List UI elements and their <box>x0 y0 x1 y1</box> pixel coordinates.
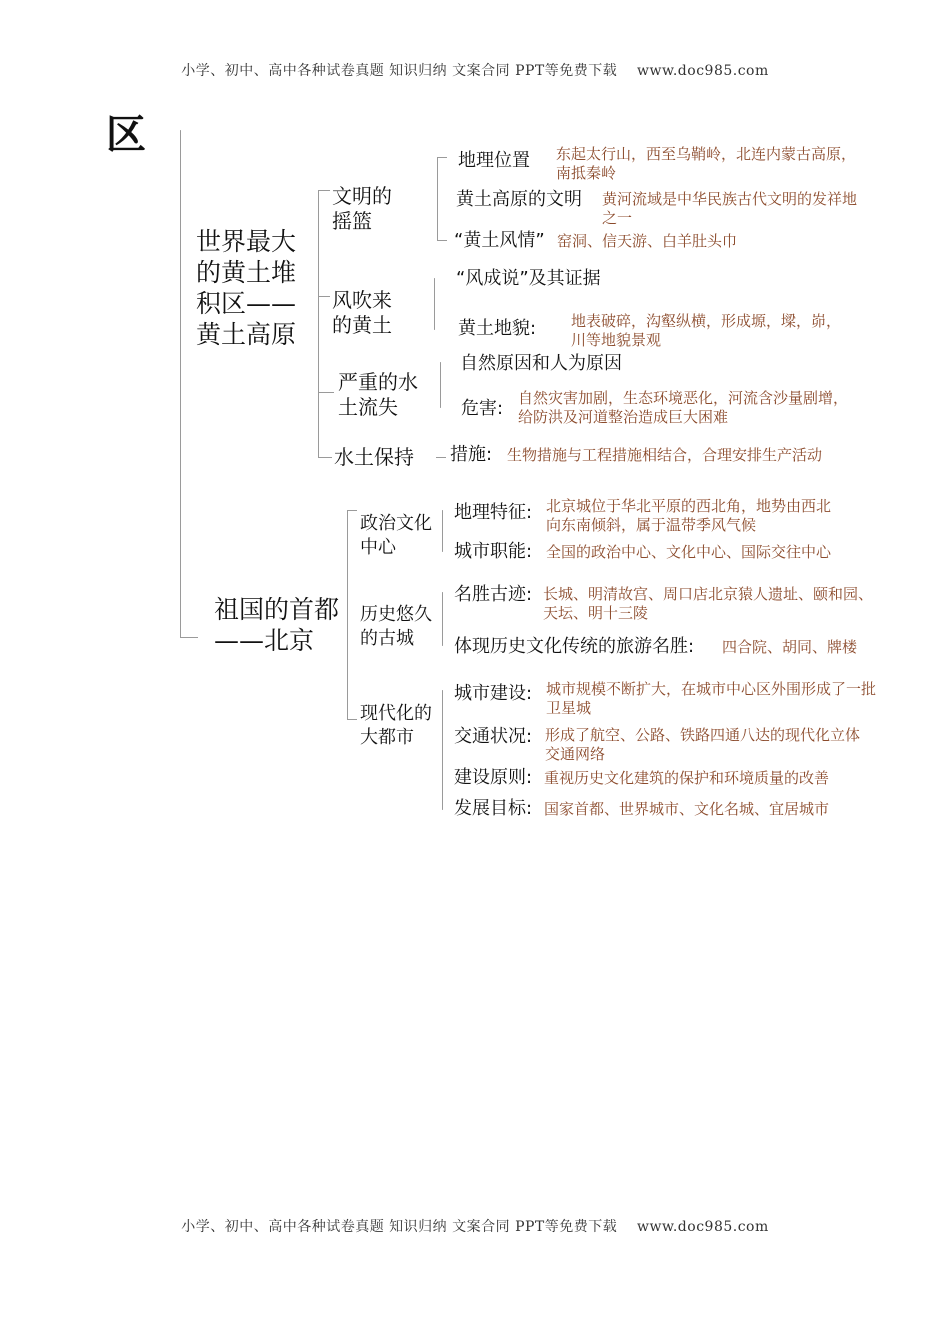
loess-bracket <box>318 190 319 458</box>
modern-principle-label: 建设原则: <box>454 767 533 788</box>
page-header: 小学、初中、高中各种试卷真题 知识归纳 文案合同 PPT等免费下载 www.doc985.com <box>181 63 769 79</box>
modern-build-label: 城市建设: <box>454 683 533 704</box>
modern-traffic-label: 交通状况: <box>454 726 533 747</box>
cradle-style-text: 窑洞、信天游、白羊肚头巾 <box>557 232 738 250</box>
ancient-sites-text: 长城、明清故宫、周口店北京猿人遗址、颐和园、 天坛、明十三陵 <box>543 585 874 622</box>
cradle-geo-label: 地理位置 <box>458 150 530 171</box>
center-func-label: 城市职能: <box>454 541 533 562</box>
wind-bracket <box>434 278 435 330</box>
loess-title: 世界最大 的黄土堆 积区—— 黄土高原 <box>196 227 297 349</box>
modern-bracket <box>442 690 443 810</box>
root-bracket <box>180 130 181 638</box>
beijing-title: 祖国的首都 ——北京 <box>214 595 340 655</box>
ancient-tour-text: 四合院、胡同、牌楼 <box>722 638 858 656</box>
cradle-civ-text: 黄河流域是中华民族古代文明的发祥地 之一 <box>602 190 858 227</box>
beijing-bracket <box>347 510 348 720</box>
erosion-harm-label: 危害: <box>461 398 504 419</box>
center-func-text: 全国的政治中心、文化中心、国际交往中心 <box>546 543 832 561</box>
erosion-bracket <box>440 362 441 408</box>
cradle-civ-label: 黄土高原的文明 <box>456 189 582 210</box>
page-footer: 小学、初中、高中各种试卷真题 知识归纳 文案合同 PPT等免费下载 www.doc985.com <box>181 1219 769 1235</box>
erosion-harm-text: 自然灾害加剧，生态环境恶化，河流含沙量剧增， 给防洪及河道整治造成巨大困难 <box>518 389 849 426</box>
modern-label: 现代化的 大都市 <box>360 703 432 748</box>
center-geo-label: 地理特征: <box>454 502 533 523</box>
center-geo-text: 北京城位于华北平原的西北角，地势由西北 向东南倾斜，属于温带季风气候 <box>546 497 832 534</box>
erosion-label: 严重的水 土流失 <box>338 370 418 419</box>
conservation-label: 水土保持 <box>334 445 414 469</box>
conservation-measure-text: 生物措施与工程措施相结合，合理安排生产活动 <box>507 446 823 464</box>
wind-theory: “风成说”及其证据 <box>456 268 601 289</box>
modern-traffic-text: 形成了航空、公路、铁路四通八达的现代化立体 交通网络 <box>545 726 861 763</box>
modern-goal-text: 国家首都、世界城市、文化名城、宜居城市 <box>544 800 830 818</box>
wind-landform-text: 地表破碎，沟壑纵横，形成塬，墚，峁， 川等地貌景观 <box>571 312 842 349</box>
root-label: 区 <box>106 112 146 156</box>
cradle-bracket <box>437 157 438 241</box>
erosion-causes: 自然原因和人为原因 <box>460 353 622 374</box>
modern-principle-text: 重视历史文化建筑的保护和环境质量的改善 <box>544 769 830 787</box>
wind-label: 风吹来 的黄土 <box>332 288 392 337</box>
ancient-label: 历史悠久 的古城 <box>360 604 432 649</box>
conservation-measure-label: 措施: <box>450 444 493 465</box>
ancient-sites-label: 名胜古迹: <box>454 584 533 605</box>
cradle-label: 文明的 摇篮 <box>332 184 392 233</box>
wind-landform-label: 黄土地貌: <box>458 318 537 339</box>
center-bracket <box>442 510 443 552</box>
modern-goal-label: 发展目标: <box>454 798 533 819</box>
ancient-tour-label: 体现历史文化传统的旅游名胜: <box>454 636 695 657</box>
modern-build-text: 城市规模不断扩大，在城市中心区外围形成了一批 卫星城 <box>546 680 877 717</box>
ancient-bracket <box>442 592 443 646</box>
cradle-geo-text: 东起太行山，西至乌鞘岭，北连内蒙古高原， 南抵秦岭 <box>556 145 857 182</box>
center-label: 政治文化 中心 <box>360 513 432 558</box>
cradle-style-label: “黄土风情” <box>454 230 545 251</box>
